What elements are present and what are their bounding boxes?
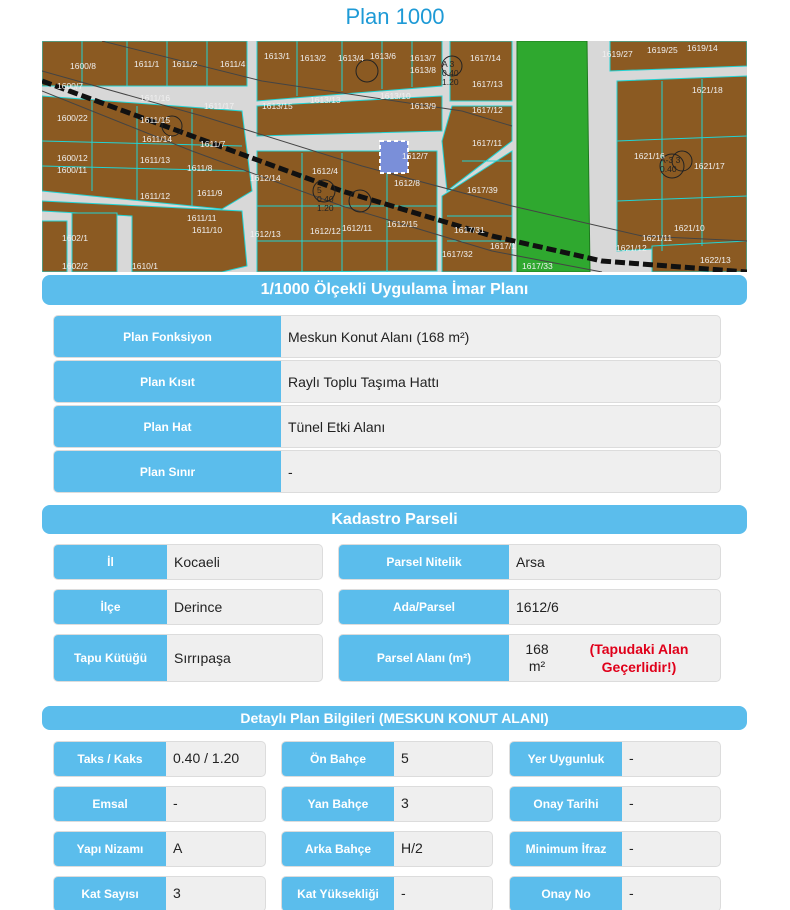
page-title: Plan 1000 <box>345 4 445 29</box>
parcel-label: 1619/14 <box>687 43 718 53</box>
parcel-label: 1611/8 <box>187 163 213 173</box>
parsel-nitelik-row <box>338 544 721 580</box>
zone-label: A-3 3 <box>660 155 681 165</box>
ada-parsel-value: 1612/6 <box>516 599 559 615</box>
parcel-label: 1612/11 <box>342 223 373 233</box>
parcel-label: 1617/1 <box>490 241 516 251</box>
on-bahce-value: 5 <box>401 750 409 766</box>
parcel-label: 1611/16 <box>140 93 171 103</box>
parcel-label: 1613/2 <box>300 53 326 63</box>
parcel-label: 1611/13 <box>140 155 171 165</box>
plan-fonksiyon-row <box>53 315 721 358</box>
parsel-nitelik-label: Parsel Nitelik <box>339 545 509 579</box>
parcel-label: 1613/13 <box>310 95 341 105</box>
parsel-alani-unit: m² <box>528 658 546 674</box>
tapu-warning-note <box>579 640 699 676</box>
parcel-label: 1621/18 <box>692 85 723 95</box>
plan-kisit-label: Plan Kısıt <box>54 361 281 402</box>
parcel-label: 1600/11 <box>57 165 88 175</box>
onay-tarihi-value: - <box>629 795 634 811</box>
parcel-label: 1600/8 <box>70 61 96 71</box>
plan-kisit-value: Raylı Toplu Taşıma Hattı <box>288 373 440 390</box>
tapu-kutugu-label: Tapu Kütüğü <box>54 635 167 681</box>
zoning-map[interactable] <box>42 41 747 272</box>
onay-no-value: - <box>629 885 634 901</box>
kadastro-section-title: Kadastro Parseli <box>42 505 747 534</box>
yapi-nizami-label: Yapı Nizamı <box>54 832 166 866</box>
parcel-label: 1622/13 <box>700 255 731 265</box>
yer-uygunluk-label: Yer Uygunluk <box>510 742 622 776</box>
parcel-label: 1611/15 <box>140 115 171 125</box>
parcel-label: 1619/27 <box>602 49 633 59</box>
taks-kaks-row <box>53 741 266 777</box>
parcel-label: 1621/10 <box>674 223 705 233</box>
parcel-label: 1613/8 <box>410 65 436 75</box>
minimum-ifraz-value: - <box>629 840 634 856</box>
parsel-alani-number <box>522 641 552 675</box>
parcel-label: 1617/32 <box>442 249 473 259</box>
parcel-label: 1621/11 <box>642 233 673 243</box>
zone-label: 0.40 <box>317 194 334 204</box>
parcel-label: 1617/31 <box>454 225 485 235</box>
kat-sayisi-label: Kat Sayısı <box>54 877 166 910</box>
parcel-label: 1621/12 <box>616 243 647 253</box>
zone-label: 1.20 <box>317 203 334 213</box>
parsel-alani-label: Parsel Alanı (m²) <box>339 635 509 681</box>
parcel-label: 1611/12 <box>140 191 171 201</box>
ada-parsel-row <box>338 589 721 625</box>
kat-sayisi-row <box>53 876 266 910</box>
on-bahce-row <box>281 741 493 777</box>
parcel-label: 1611/14 <box>142 134 173 144</box>
tapu-kutugu-value: Sırrıpaşa <box>174 650 231 666</box>
parcel-label: 1612/8 <box>394 178 420 188</box>
il-row <box>53 544 323 580</box>
plan-fonksiyon-value: Meskun Konut Alanı (168 m²) <box>288 328 470 345</box>
emsal-value: - <box>173 795 178 811</box>
kat-sayisi-value: 3 <box>173 885 181 901</box>
parsel-nitelik-value: Arsa <box>516 554 545 570</box>
plan-hat-label: Plan Hat <box>54 406 281 447</box>
parcel-label: 1612/4 <box>312 166 338 176</box>
ilce-row <box>53 589 323 625</box>
tapu-warning-line1: (Tapudaki Alan <box>589 641 689 657</box>
parcel-label: 1612/15 <box>387 219 418 229</box>
parcel-label: 1621/17 <box>694 161 725 171</box>
parcel-label: 1617/13 <box>472 79 503 89</box>
onay-no-label: Onay No <box>510 877 622 910</box>
parcel-label: 1611/1 <box>134 59 160 69</box>
parcel-label: 1612/13 <box>250 229 281 239</box>
yer-uygunluk-row <box>509 741 721 777</box>
yer-uygunluk-value: - <box>629 750 634 766</box>
plan-sinir-value: - <box>288 463 293 480</box>
parcel-label: 1617/14 <box>470 53 501 63</box>
parsel-alani-num: 168 <box>525 641 549 657</box>
parcel-label: 1611/4 <box>220 59 246 69</box>
parcel-label: 1611/2 <box>172 59 198 69</box>
parcel-label: 1613/6 <box>370 51 396 61</box>
parcel-label: 1600/12 <box>57 153 88 163</box>
yan-bahce-label: Yan Bahçe <box>282 787 394 821</box>
parsel-alani-value <box>509 635 720 681</box>
plan-section-title: 1/1000 Ölçekli Uygulama İmar Planı <box>42 275 747 305</box>
parcel-label: 1617/33 <box>522 261 553 271</box>
parcel-label: 1612/12 <box>310 226 341 236</box>
yapi-nizami-row <box>53 831 266 867</box>
onay-tarihi-label: Onay Tarihi <box>510 787 622 821</box>
zone-label: 5 <box>317 185 322 195</box>
arka-bahce-label: Arka Bahçe <box>282 832 394 866</box>
parcel-label: 1619/25 <box>647 45 678 55</box>
detay-section-title: Detaylı Plan Bilgileri (MESKUN KONUT ALANI) <box>42 706 747 730</box>
plan-hat-value: Tünel Etki Alanı <box>288 418 386 435</box>
plan-sinir-row <box>53 450 721 493</box>
parcel-label: 1617/39 <box>467 185 498 195</box>
taks-kaks-value: 0.40 / 1.20 <box>173 750 240 766</box>
ilce-value: Derince <box>174 599 223 615</box>
minimum-ifraz-label: Minimum İfraz <box>510 832 622 866</box>
arka-bahce-value: H/2 <box>401 840 423 856</box>
parcel-label: 1602/2 <box>62 261 88 271</box>
parcel-label: 1621/16 <box>634 151 665 161</box>
kat-yuksekligi-value: - <box>401 885 406 901</box>
parcel-label: 1600/22 <box>57 113 88 123</box>
il-value: Kocaeli <box>174 554 220 570</box>
zone-label: A 3 <box>442 59 455 69</box>
plan-sinir-label: Plan Sınır <box>54 451 281 492</box>
parcel-label: 1613/4 <box>338 53 364 63</box>
parcel-label: 1611/11 <box>187 213 217 223</box>
taks-kaks-label: Taks / Kaks <box>54 742 166 776</box>
parcel-label: 1611/9 <box>197 188 223 198</box>
yan-bahce-value: 3 <box>401 795 409 811</box>
parcel-label: 1611/17 <box>204 101 235 111</box>
parcel-label: 1612/14 <box>250 173 281 183</box>
parcel-label: 1613/1 <box>264 51 290 61</box>
plan-kisit-row <box>53 360 721 403</box>
zone-label: 1.20 <box>442 77 459 87</box>
plan-hat-row <box>53 405 721 448</box>
tapu-warning-line2: Geçerlidir!) <box>601 659 677 675</box>
emsal-label: Emsal <box>54 787 166 821</box>
on-bahce-label: Ön Bahçe <box>282 742 394 776</box>
parcel-label: 1611/7 <box>200 139 226 149</box>
yapi-nizami-value: A <box>173 840 183 856</box>
tapu-kutugu-row <box>53 634 323 682</box>
kat-yuksekligi-row <box>281 876 493 910</box>
parcel-label: 1600/7 <box>57 81 83 91</box>
plan-fonksiyon-label: Plan Fonksiyon <box>54 316 281 357</box>
onay-tarihi-row <box>509 786 721 822</box>
parcel-label: 1611/10 <box>192 225 223 235</box>
yan-bahce-row <box>281 786 493 822</box>
ada-parsel-label: Ada/Parsel <box>339 590 509 624</box>
kat-yuksekligi-label: Kat Yüksekliği <box>282 877 394 910</box>
parcel-label: 1613/15 <box>262 101 293 111</box>
parcel-label: 1612/7 <box>402 151 428 161</box>
ilce-label: İlçe <box>54 590 167 624</box>
parcel-label: 1613/10 <box>380 91 411 101</box>
emsal-row <box>53 786 266 822</box>
il-label: İl <box>54 545 167 579</box>
parcel-label: 1610/1 <box>132 261 158 271</box>
parcel-label: 1602/1 <box>62 233 88 243</box>
arka-bahce-row <box>281 831 493 867</box>
parcel-label: 1613/7 <box>410 53 436 63</box>
parcel-label: 1613/9 <box>410 101 436 111</box>
onay-no-row <box>509 876 721 910</box>
minimum-ifraz-row <box>509 831 721 867</box>
parsel-alani-row <box>338 634 721 682</box>
zone-label: 0.40 <box>442 68 459 78</box>
zone-label: 0.40 <box>660 164 677 174</box>
parcel-label: 1617/11 <box>472 138 503 148</box>
parcel-label: 1617/12 <box>472 105 503 115</box>
